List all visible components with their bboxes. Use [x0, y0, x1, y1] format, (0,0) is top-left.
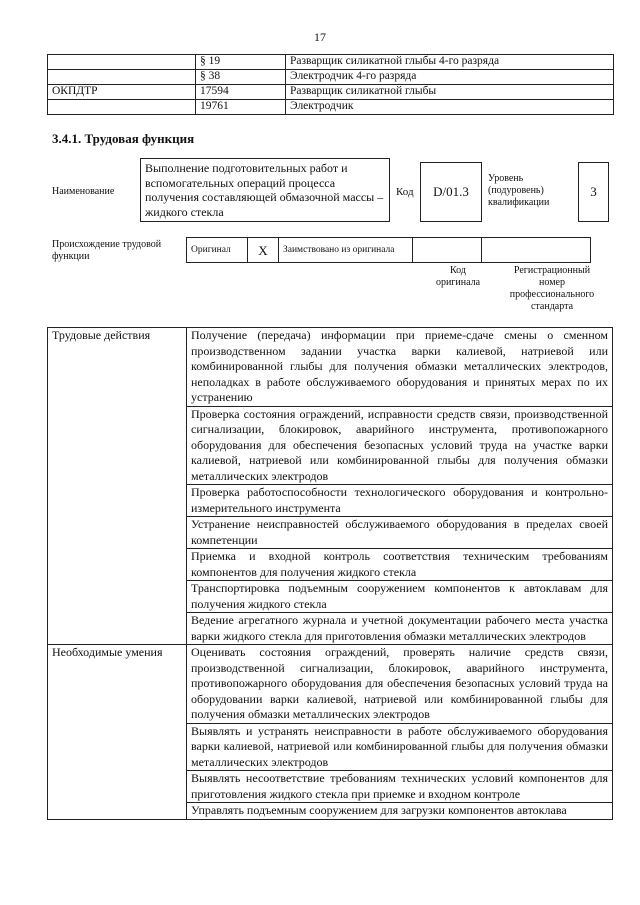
original-label: Оригинал — [187, 238, 248, 263]
original-code-cell — [413, 238, 482, 263]
detail-item: Оценивать состояния ограждений, проверять наличие средств связи, производственной сигнализации, блокировок, аварийного инструмента, противопожарного оборудования для обеспечения безопасных условий труда на оборудовании варки калиевой, натриевой или комбинированной глыбы для получения обмазки металлических электродов — [187, 645, 613, 724]
detail-item: Проверка состояния ограждений, исправности средств связи, производственной сигнализации, блокировок, аварийного инструмента, противопожарного оборудования для обеспечения безопасных условий труда на участке варки калиевой, натриевой или комбинированной глыбы для получения обмазки металлических электродов — [187, 406, 613, 485]
classification-code-name: ОКПДТР — [48, 85, 196, 100]
classification-table — [47, 54, 614, 115]
function-name-box: Выполнение подготовительных работ и вспомогательных операций процесса получения составляющей обмазочной массы – жидкого стекла — [140, 158, 390, 222]
classification-code-name — [48, 70, 196, 85]
reg-caption: Регистрационный номер профессионального стандарта — [509, 265, 595, 312]
detail-row — [48, 645, 613, 724]
detail-row — [48, 328, 613, 407]
detail-item: Выявлять несоответствие требованиям технических условий компонентов для приготовления жидкого стекла при приемке и входном контроле — [187, 771, 613, 803]
level-label: Уровень (подуровень) квалификации — [488, 173, 550, 208]
code-label: Код — [396, 186, 414, 198]
classification-name: Разварщик силикатной глыбы 4-го разряда — [286, 55, 614, 70]
classification-code-name — [48, 55, 196, 70]
detail-item: Получение (передача) информации при приеме-сдаче смены о сменном производственном задании участка варки калиевой, натриевой или комбинированной глыбы для получения обмазки металлических электродов, неполадках в работе обслуживаемого оборудования и принятых мерах по их устранению — [187, 328, 613, 407]
function-code-box: D/01.3 — [420, 162, 482, 222]
detail-item: Приемка и входной контроль соответствия техническим требованиям компонентов для получения жидкого стекла — [187, 549, 613, 581]
classification-row — [48, 70, 614, 85]
name-label: Наименование — [52, 186, 115, 197]
original-mark: X — [248, 238, 279, 263]
classification-row — [48, 85, 614, 100]
detail-item: Управлять подъемным сооружением для загрузки компонентов автоклава — [187, 803, 613, 820]
detail-item: Транспортировка подъемным сооружением компонентов к автоклавам для получения жидкого стекла — [187, 581, 613, 613]
section-title: 3.4.1. Трудовая функция — [52, 131, 195, 146]
level-box: 3 — [578, 162, 609, 222]
classification-name: Разварщик силикатной глыбы — [286, 85, 614, 100]
classification-code-name — [48, 100, 196, 115]
detail-item: Ведение агрегатного журнала и учетной документации рабочего места участка варки жидкого стекла для приготовления обмазки металлических электродов — [187, 613, 613, 645]
classification-code: § 19 — [196, 55, 286, 70]
origin-table — [186, 237, 591, 263]
detail-item: Проверка работоспособности технологического оборудования и контрольно-измерительного инструмента — [187, 485, 613, 517]
section-header-cell: Трудовые действия — [48, 328, 187, 645]
origin-label: Происхождение трудовой функции — [52, 239, 162, 262]
classification-name: Электродчик — [286, 100, 614, 115]
classification-row — [48, 100, 614, 115]
classification-name: Электродчик 4-го разряда — [286, 70, 614, 85]
classification-code: § 38 — [196, 70, 286, 85]
classification-code: 19761 — [196, 100, 286, 115]
code-caption: Код оригинала — [435, 265, 481, 288]
classification-row — [48, 55, 614, 70]
page-number: 17 — [314, 30, 326, 44]
detail-item: Устранение неисправностей обслуживаемого оборудования в пределах своей компетенции — [187, 517, 613, 549]
classification-code: 17594 — [196, 85, 286, 100]
function-details-table — [47, 327, 613, 820]
detail-item: Выявлять и устранять неисправности в работе обслуживаемого оборудования варки калиевой, натриевой или комбинированной глыбы для получения обмазки металлических электродов — [187, 723, 613, 771]
section-header-cell: Необходимые умения — [48, 645, 187, 820]
borrowed-label: Заимствовано из оригинала — [279, 238, 413, 263]
reg-number-cell — [482, 238, 591, 263]
